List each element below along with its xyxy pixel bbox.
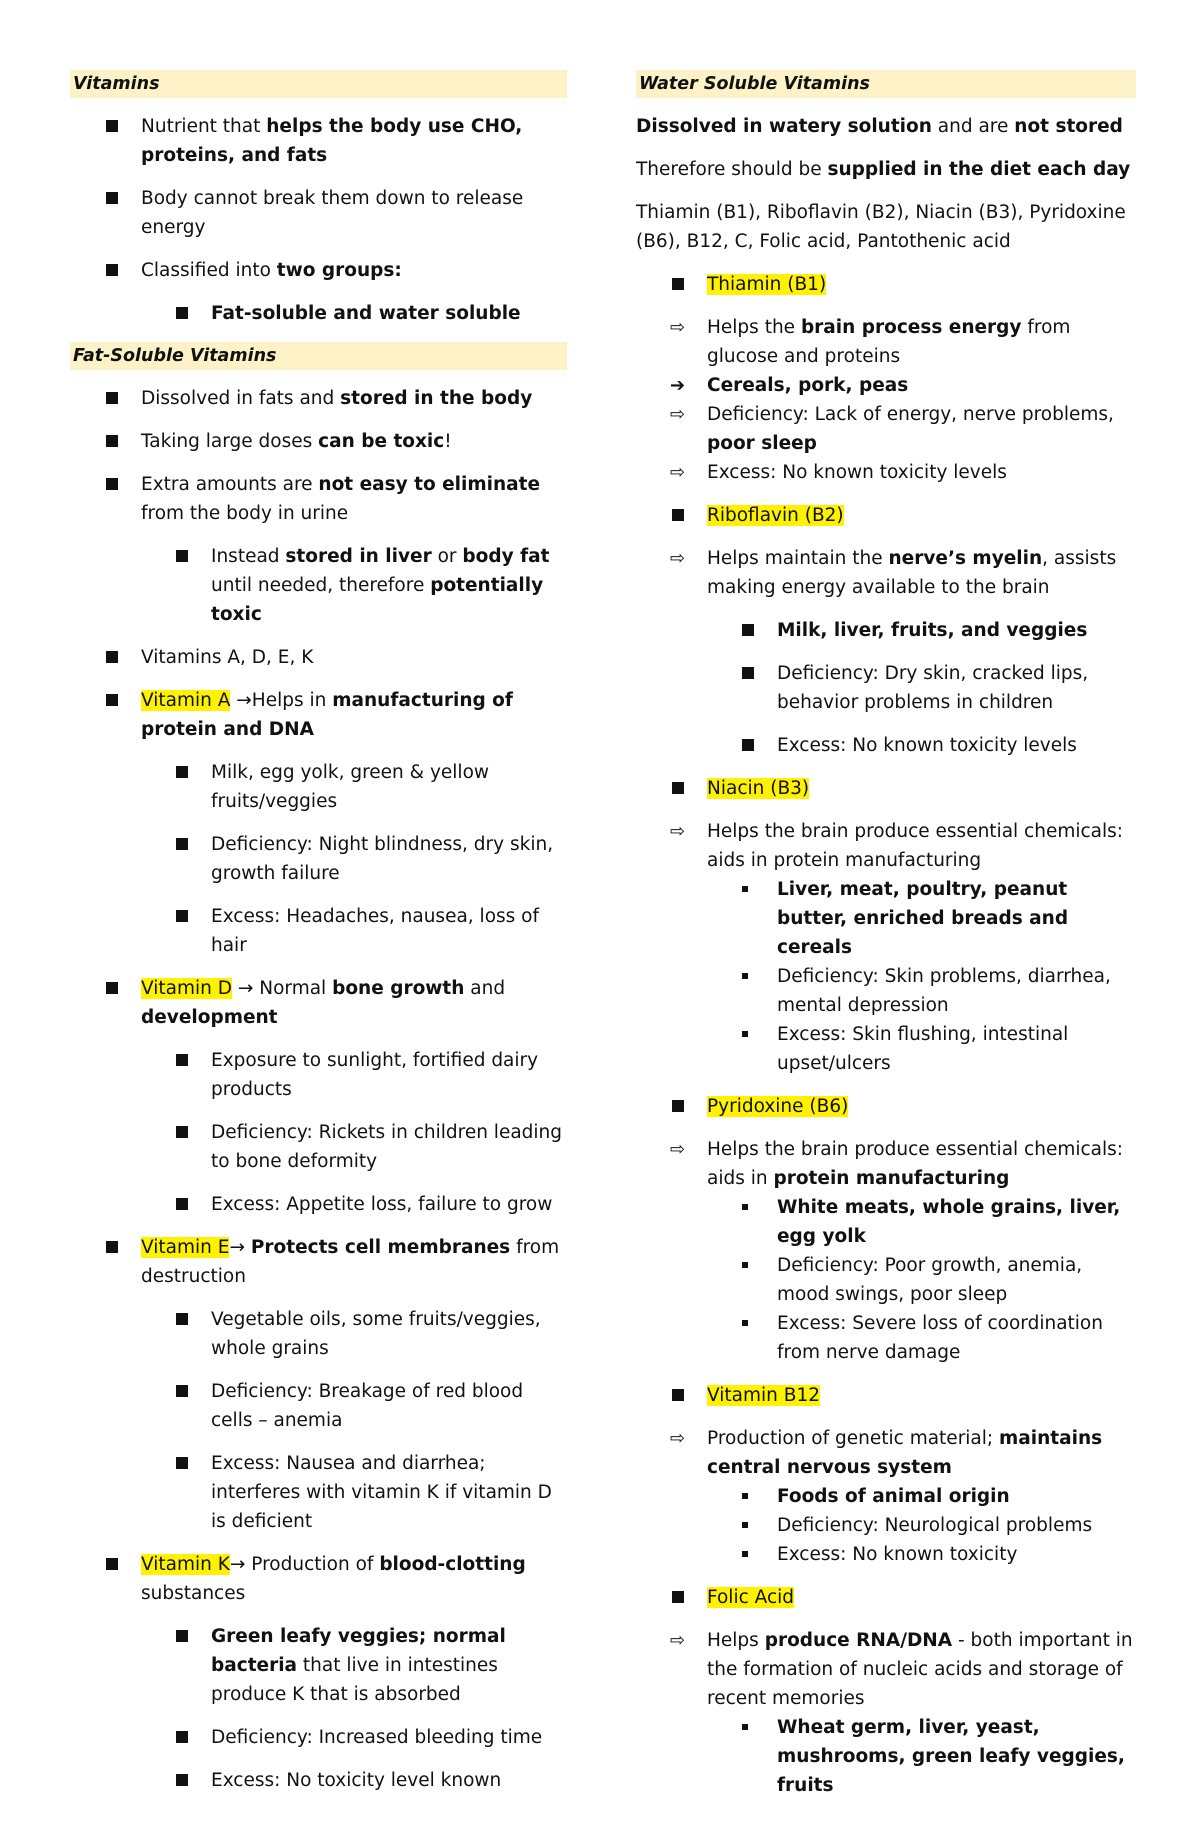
arrow-right-icon: ⇨ bbox=[670, 404, 686, 425]
square-bullet-icon bbox=[106, 435, 118, 447]
square-bullet-icon bbox=[106, 192, 118, 204]
list-item: ⇨ Helps maintain the nerve’s myelin, assists making energy available to the brain bbox=[636, 544, 1136, 602]
list-item: Deficiency: Increased bleeding time bbox=[70, 1723, 567, 1752]
square-bullet-icon bbox=[106, 264, 118, 276]
square-bullet-icon bbox=[106, 1241, 118, 1253]
list-item: ⇨ Helps the brain process energy from glucose and proteins bbox=[636, 313, 1136, 371]
small-square-bullet-icon bbox=[742, 1262, 748, 1268]
small-square-bullet-icon bbox=[742, 1031, 748, 1037]
list-item: ⇨ Deficiency: Lack of energy, nerve problems, poor sleep bbox=[636, 400, 1136, 458]
square-bullet-icon bbox=[176, 1731, 188, 1743]
list-item: ⇨ Excess: No known toxicity levels bbox=[636, 458, 1136, 487]
square-bullet-icon bbox=[106, 694, 118, 706]
list-item: ⇨ Helps the brain produce essential chemicals: aids in protein manufacturing bbox=[636, 1135, 1136, 1193]
square-bullet-icon bbox=[176, 1313, 188, 1325]
list-item: Milk, liver, fruits, and veggies bbox=[636, 616, 1136, 645]
list-item: Excess: No toxicity level known bbox=[70, 1766, 567, 1795]
arrow-right-icon: ⇨ bbox=[670, 1428, 686, 1449]
list-item: Milk, egg yolk, green & yellow fruits/veggies bbox=[70, 758, 567, 816]
fat-soluble-heading: Fat-Soluble Vitamins bbox=[70, 342, 567, 370]
arrow-right-icon: ⇨ bbox=[670, 821, 686, 842]
list-item: Excess: No known toxicity bbox=[636, 1540, 1136, 1569]
square-bullet-icon bbox=[672, 782, 684, 794]
vitamin-b12-item: Vitamin B12 bbox=[636, 1381, 1136, 1410]
intro-paragraph: Therefore should be supplied in the diet each day bbox=[636, 159, 1131, 180]
square-bullet-icon bbox=[106, 120, 118, 132]
niacin-item: Niacin (B3) bbox=[636, 774, 1136, 803]
arrow-right-icon: ⇨ bbox=[670, 548, 686, 569]
left-column bbox=[70, 70, 567, 1809]
list-item: Fat-soluble and water soluble bbox=[70, 299, 567, 328]
list-item: Vegetable oils, some fruits/veggies, whole grains bbox=[70, 1305, 567, 1363]
list-item: ⇨ Helps the brain produce essential chemicals: aids in protein manufacturing bbox=[636, 817, 1136, 875]
square-bullet-icon bbox=[176, 1774, 188, 1786]
folic-acid-item: Folic Acid bbox=[636, 1583, 1136, 1612]
list-item: Wheat germ, liver, yeast, mushrooms, green leafy veggies, fruits bbox=[636, 1713, 1136, 1800]
arrow-right-bold-icon: ➔ bbox=[670, 375, 686, 396]
square-bullet-icon bbox=[106, 982, 118, 994]
list-item: Foods of animal origin bbox=[636, 1482, 1136, 1511]
list-item: Extra amounts are not easy to eliminate from the body in urine bbox=[70, 470, 567, 528]
square-bullet-icon bbox=[672, 1389, 684, 1401]
list-item: Excess: Appetite loss, failure to grow bbox=[70, 1190, 567, 1219]
list-item: Excess: Headaches, nausea, loss of hair bbox=[70, 902, 567, 960]
list-item: ➔ Cereals, pork, peas bbox=[636, 371, 1136, 400]
list-item: Instead stored in liver or body fat until needed, therefore potentially toxic bbox=[70, 542, 567, 629]
square-bullet-icon bbox=[106, 651, 118, 663]
small-square-bullet-icon bbox=[742, 973, 748, 979]
square-bullet-icon bbox=[176, 838, 188, 850]
square-bullet-icon bbox=[176, 1054, 188, 1066]
small-square-bullet-icon bbox=[742, 1724, 748, 1730]
list-item: Deficiency: Rickets in children leading to bone deformity bbox=[70, 1118, 567, 1176]
small-square-bullet-icon bbox=[742, 1522, 748, 1528]
intro-paragraph: Dissolved in watery solution and are not stored bbox=[636, 116, 1123, 137]
vitamin-k-item: Vitamin K→ Production of blood-clotting substances bbox=[70, 1550, 567, 1608]
list-item: Body cannot break them down to release energy bbox=[70, 184, 567, 242]
square-bullet-icon bbox=[742, 667, 754, 679]
square-bullet-icon bbox=[176, 550, 188, 562]
square-bullet-icon bbox=[176, 307, 188, 319]
pyridoxine-item: Pyridoxine (B6) bbox=[636, 1092, 1136, 1121]
arrow-right-icon: ⇨ bbox=[670, 317, 686, 338]
list-item: Exposure to sunlight, fortified dairy products bbox=[70, 1046, 567, 1104]
vitamin-list-paragraph: Thiamin (B1), Riboflavin (B2), Niacin (B3), Pyridoxine (B6), B12, C, Folic acid, Pantothenic acid bbox=[636, 202, 1126, 252]
arrow-right-icon: ⇨ bbox=[670, 1139, 686, 1160]
list-item: Nutrient that helps the body use CHO, proteins, and fats bbox=[70, 112, 567, 170]
square-bullet-icon bbox=[742, 624, 754, 636]
list-item: Deficiency: Neurological problems bbox=[636, 1511, 1136, 1540]
square-bullet-icon bbox=[176, 766, 188, 778]
square-bullet-icon bbox=[672, 278, 684, 290]
list-item: ⇨ Helps produce RNA/DNA - both important in the formation of nucleic acids and storage of recent memories bbox=[636, 1626, 1136, 1713]
water-soluble-heading: Water Soluble Vitamins bbox=[636, 70, 1136, 98]
arrow-right-icon: ⇨ bbox=[670, 1630, 686, 1651]
small-square-bullet-icon bbox=[742, 886, 748, 892]
small-square-bullet-icon bbox=[742, 1493, 748, 1499]
list-item: Deficiency: Night blindness, dry skin, growth failure bbox=[70, 830, 567, 888]
square-bullet-icon bbox=[742, 739, 754, 751]
list-item: Classified into two groups: bbox=[70, 256, 567, 285]
square-bullet-icon bbox=[106, 392, 118, 404]
list-item: Deficiency: Skin problems, diarrhea, mental depression bbox=[636, 962, 1136, 1020]
square-bullet-icon bbox=[672, 509, 684, 521]
list-item: Dissolved in fats and stored in the body bbox=[70, 384, 567, 413]
list-item: Liver, meat, poultry, peanut butter, enriched breads and cereals bbox=[636, 875, 1136, 962]
small-square-bullet-icon bbox=[742, 1320, 748, 1326]
square-bullet-icon bbox=[106, 1558, 118, 1570]
square-bullet-icon bbox=[106, 478, 118, 490]
vitamin-a-item: Vitamin A →Helps in manufacturing of protein and DNA bbox=[70, 686, 567, 744]
vitamin-d-item: Vitamin D → Normal bone growth and development bbox=[70, 974, 567, 1032]
square-bullet-icon bbox=[176, 1385, 188, 1397]
list-item: Vitamins A, D, E, K bbox=[70, 643, 567, 672]
list-item: Deficiency: Poor growth, anemia, mood swings, poor sleep bbox=[636, 1251, 1136, 1309]
square-bullet-icon bbox=[176, 1198, 188, 1210]
list-item: Taking large doses can be toxic! bbox=[70, 427, 567, 456]
square-bullet-icon bbox=[672, 1100, 684, 1112]
arrow-right-icon: ⇨ bbox=[670, 462, 686, 483]
list-item: Green leafy veggies; normal bacteria that live in intestines produce K that is absorbed bbox=[70, 1622, 567, 1709]
square-bullet-icon bbox=[176, 910, 188, 922]
small-square-bullet-icon bbox=[742, 1204, 748, 1210]
list-item: Excess: Severe loss of coordination from nerve damage bbox=[636, 1309, 1136, 1367]
list-item: Deficiency: Breakage of red blood cells – anemia bbox=[70, 1377, 567, 1435]
small-square-bullet-icon bbox=[742, 1551, 748, 1557]
square-bullet-icon bbox=[176, 1457, 188, 1469]
square-bullet-icon bbox=[176, 1126, 188, 1138]
list-item: Excess: Skin flushing, intestinal upset/ulcers bbox=[636, 1020, 1136, 1078]
list-item: Deficiency: Dry skin, cracked lips, behavior problems in children bbox=[636, 659, 1136, 717]
list-item: White meats, whole grains, liver, egg yolk bbox=[636, 1193, 1136, 1251]
list-item: ⇨ Production of genetic material; maintains central nervous system bbox=[636, 1424, 1136, 1482]
square-bullet-icon bbox=[672, 1591, 684, 1603]
riboflavin-item: Riboflavin (B2) bbox=[636, 501, 1136, 530]
vitamins-heading: Vitamins bbox=[70, 70, 567, 98]
thiamin-item: Thiamin (B1) bbox=[636, 270, 1136, 299]
right-column bbox=[636, 70, 1136, 1800]
list-item: Excess: Nausea and diarrhea; interferes with vitamin K if vitamin D is deficient bbox=[70, 1449, 567, 1536]
list-item: Excess: No known toxicity levels bbox=[636, 731, 1136, 760]
square-bullet-icon bbox=[176, 1630, 188, 1642]
vitamin-e-item: Vitamin E→ Protects cell membranes from destruction bbox=[70, 1233, 567, 1291]
